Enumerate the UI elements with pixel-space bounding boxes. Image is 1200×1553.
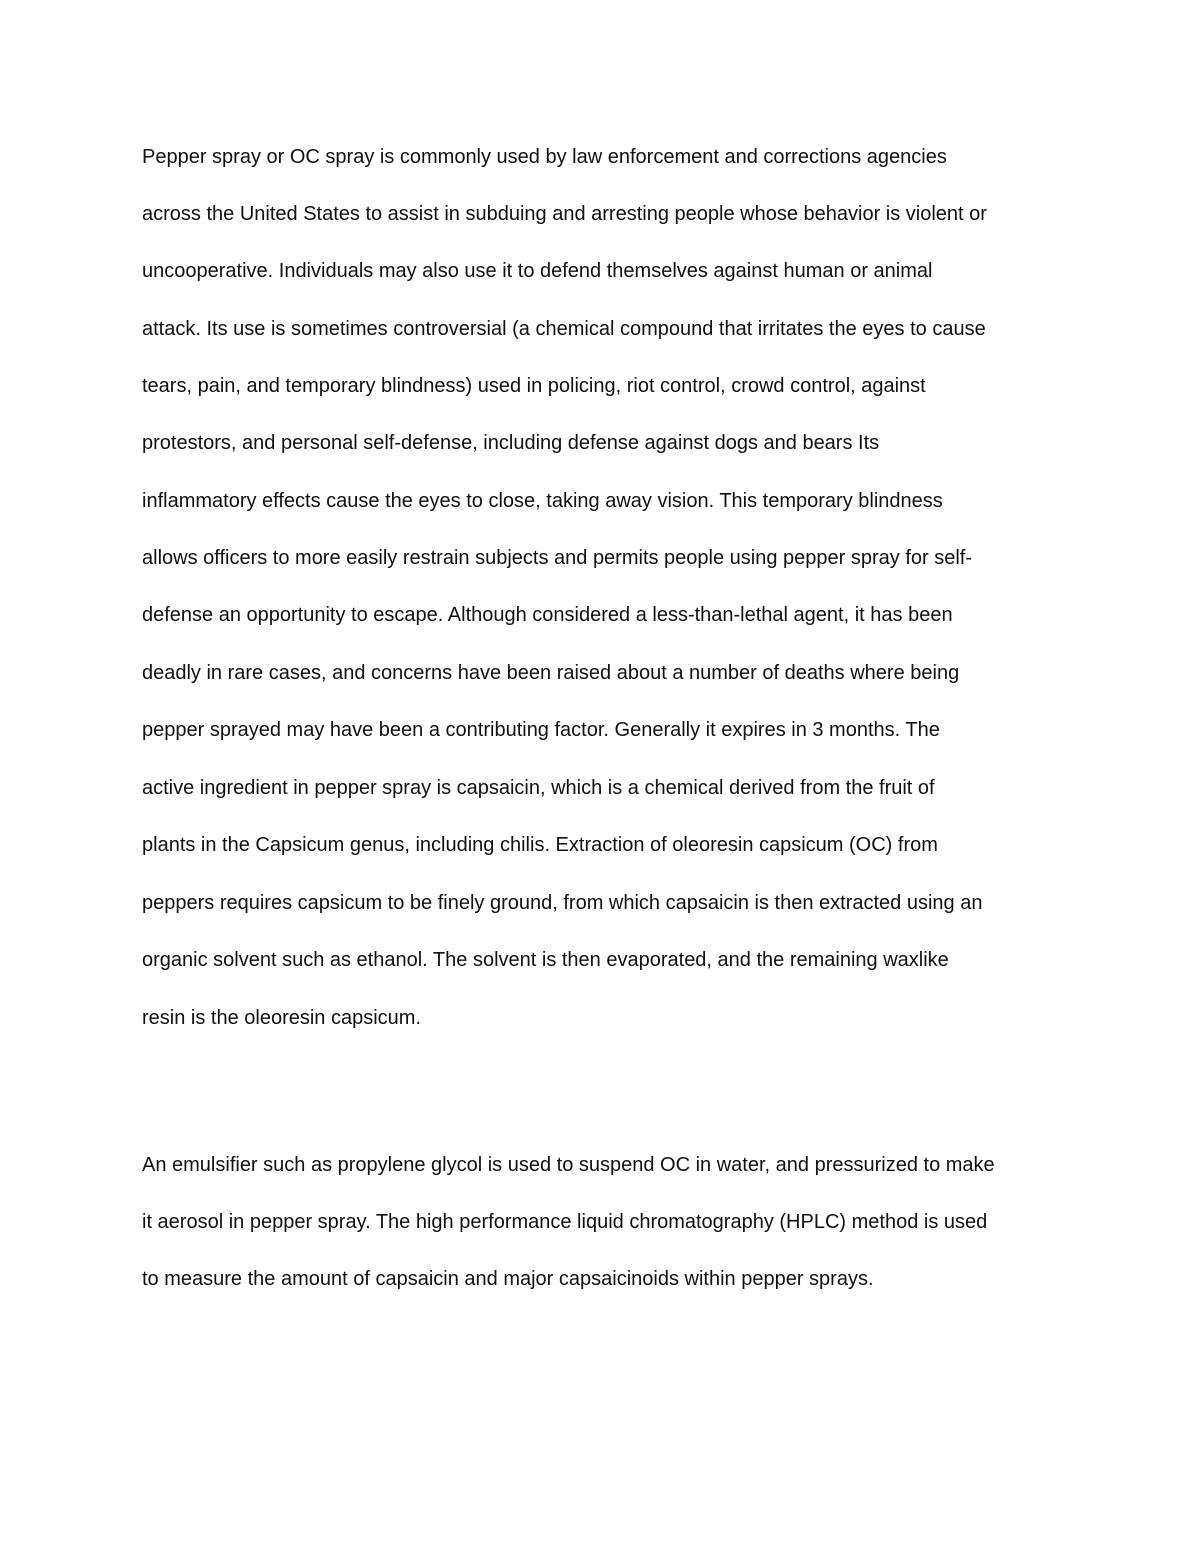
paragraph-line: organic solvent such as ethanol. The solvent is then evaporated, and the remaining waxlike	[142, 949, 949, 971]
paragraph-line: inflammatory effects cause the eyes to close, taking away vision. This temporary blindness	[142, 490, 943, 512]
paragraph-line: allows officers to more easily restrain subjects and permits people using pepper spray for self-	[142, 547, 973, 569]
paragraph-line: tears, pain, and temporary blindness) used in policing, riot control, crowd control, against	[142, 375, 926, 397]
paragraph-line: uncooperative. Individuals may also use it to defend themselves against human or animal	[142, 260, 933, 282]
paragraph-line: defense an opportunity to escape. Although considered a less-than-lethal agent, it has been	[142, 604, 953, 626]
paragraph-line: resin is the oleoresin capsicum.	[142, 1007, 422, 1029]
paragraph-line: it aerosol in pepper spray. The high performance liquid chromatography (HPLC) method is used	[142, 1211, 988, 1233]
paragraph-line: protestors, and personal self-defense, including defense against dogs and bears Its	[142, 432, 880, 454]
paragraph-line: across the United States to assist in subduing and arresting people whose behavior is violent or	[142, 203, 987, 225]
paragraph-line: deadly in rare cases, and concerns have been raised about a number of deaths where being	[142, 662, 960, 684]
paragraph-line: plants in the Capsicum genus, including chilis. Extraction of oleoresin capsicum (OC) from	[142, 834, 938, 856]
paragraph-line: peppers requires capsicum to be finely ground, from which capsaicin is then extracted using an	[142, 892, 983, 914]
paragraph-line: pepper sprayed may have been a contributing factor. Generally it expires in 3 months. The	[142, 719, 940, 741]
paragraph-line: attack. Its use is sometimes controversial (a chemical compound that irritates the eyes to cause	[142, 318, 986, 340]
paragraph-line: active ingredient in pepper spray is capsaicin, which is a chemical derived from the fruit of	[142, 777, 935, 799]
paragraph-line: to measure the amount of capsaicin and major capsaicinoids within pepper sprays.	[142, 1268, 874, 1290]
paragraph-line: Pepper spray or OC spray is commonly used by law enforcement and corrections agencies	[142, 146, 947, 168]
paragraph-line: An emulsifier such as propylene glycol is used to suspend OC in water, and pressurized to make	[142, 1154, 995, 1176]
